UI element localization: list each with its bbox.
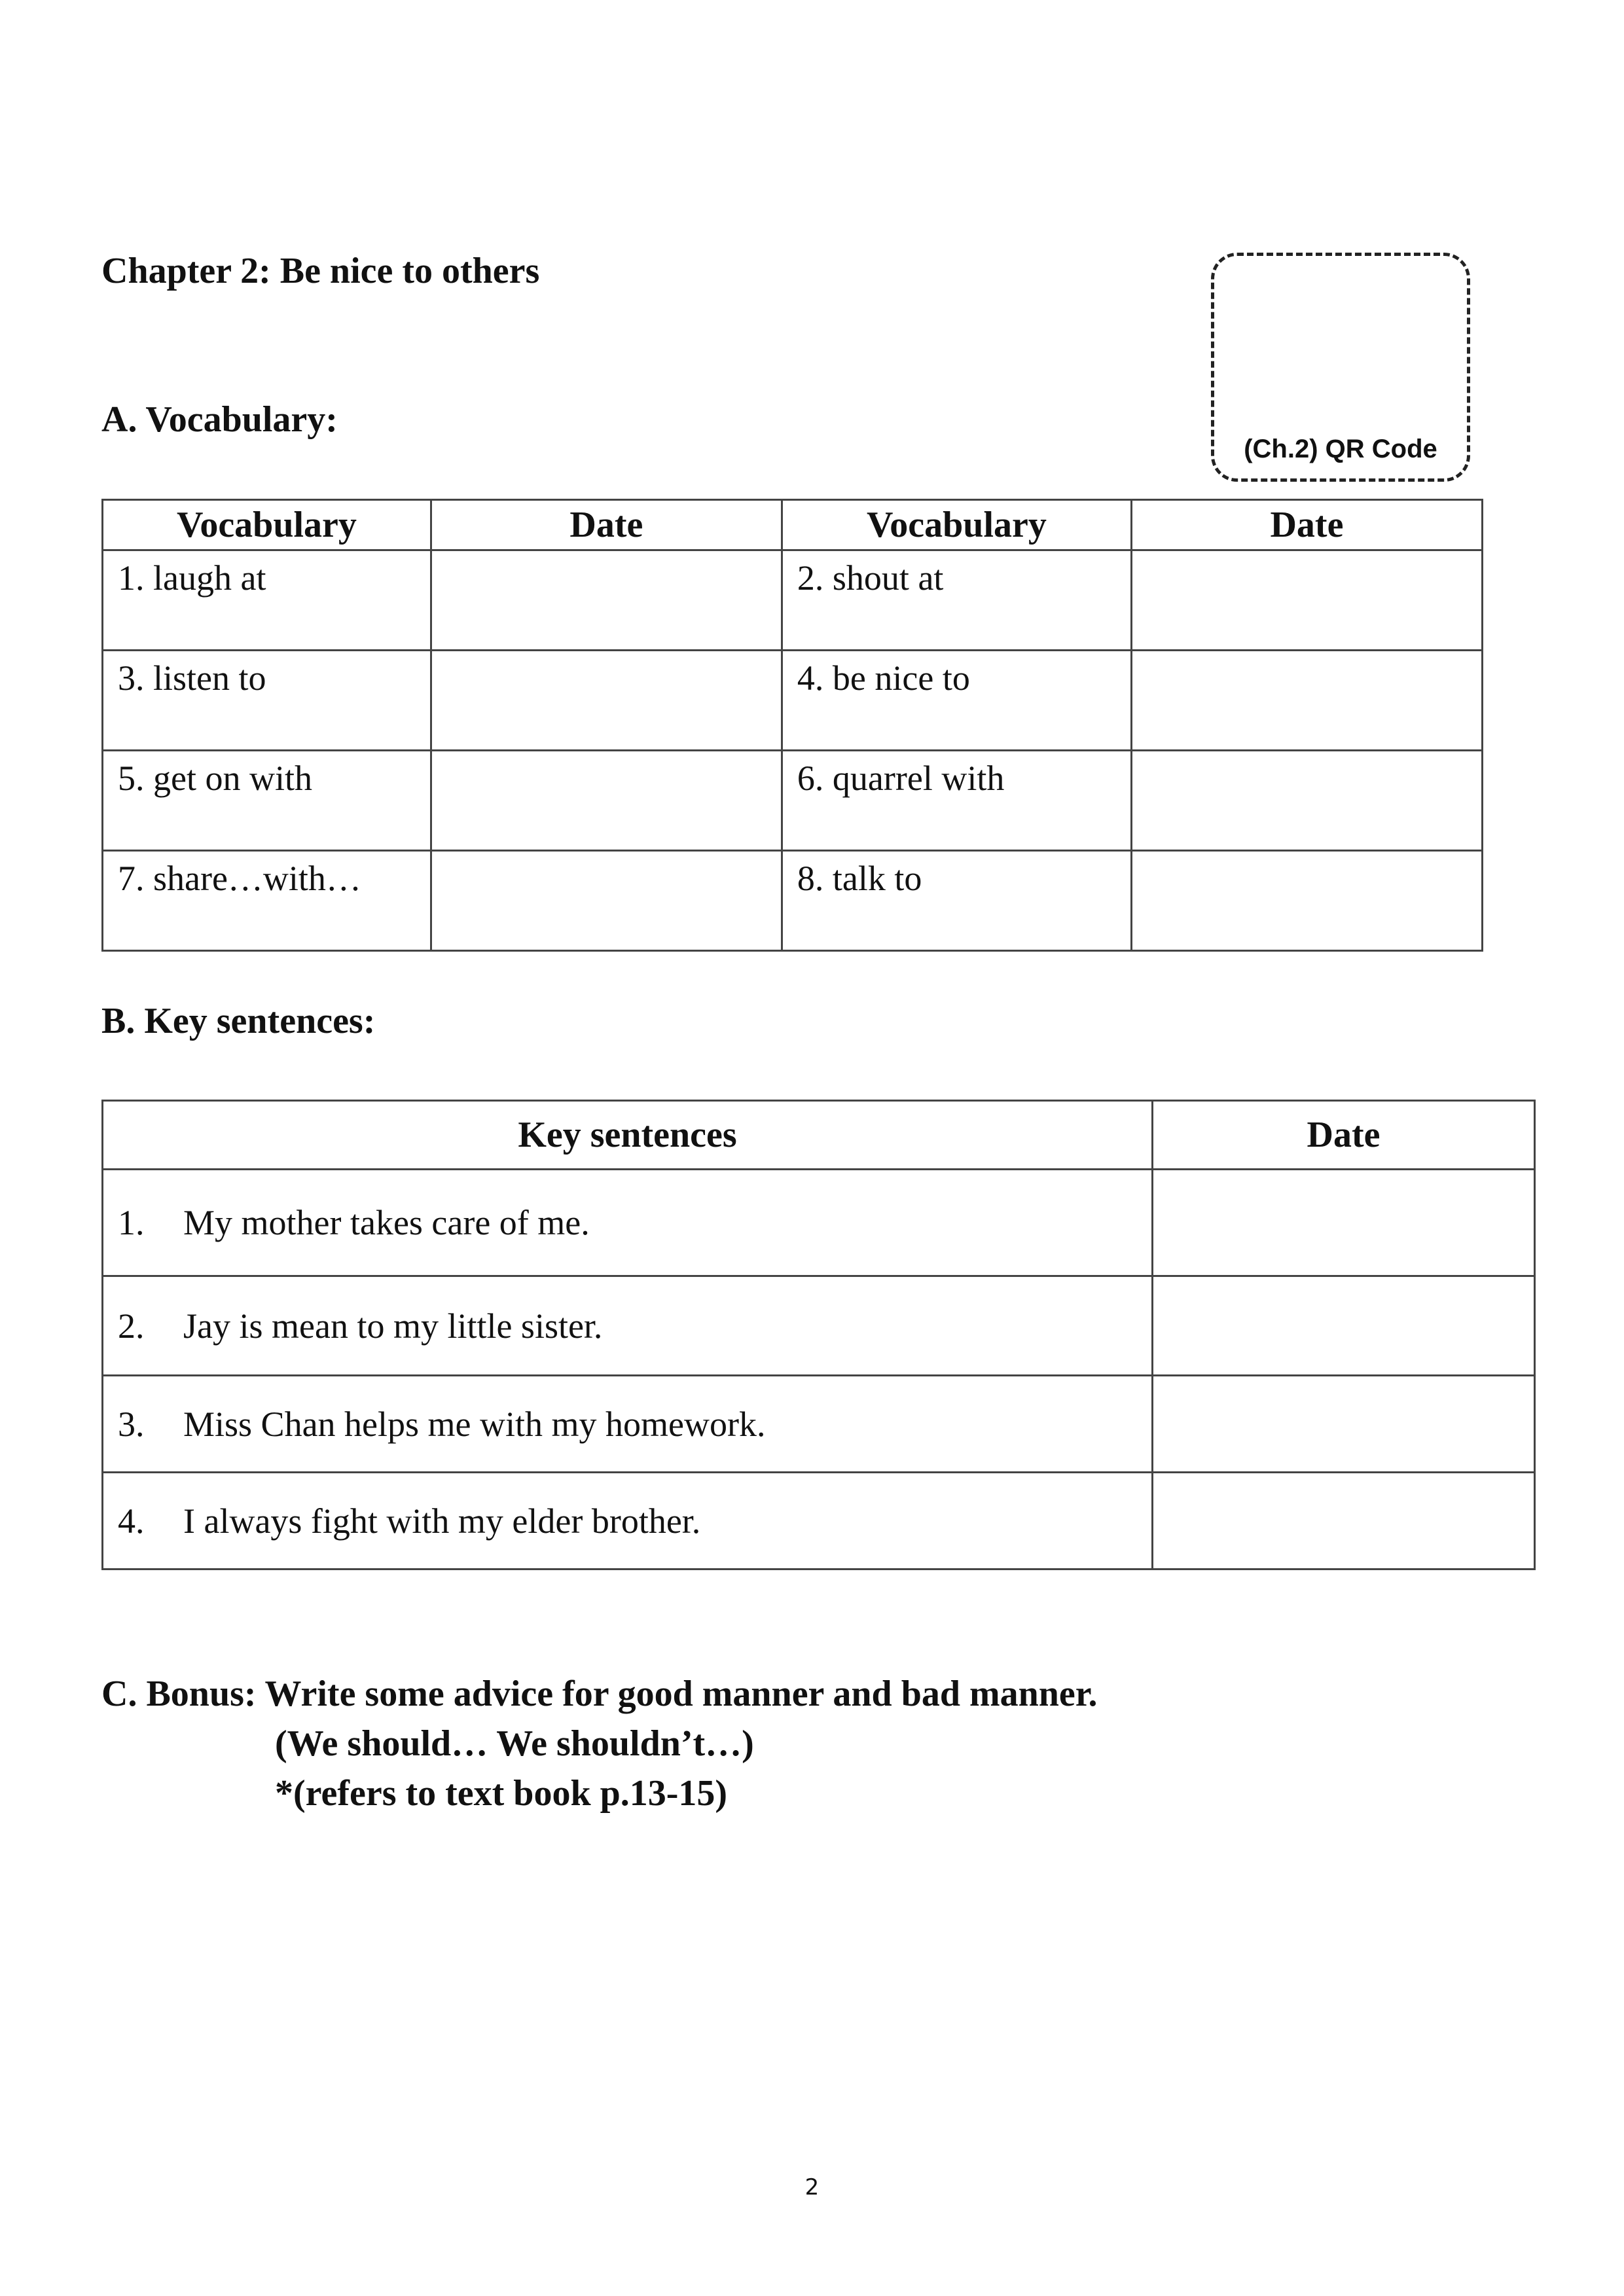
date-cell[interactable] (1131, 651, 1482, 751)
table-row (103, 1170, 1535, 1276)
date-cell[interactable] (1131, 550, 1482, 651)
date-column-header: Date (1131, 500, 1482, 550)
qr-code-placeholder (1211, 253, 1470, 482)
section-a-heading: A. Vocabulary: (101, 399, 338, 440)
chapter-title: Chapter 2: Be nice to others (101, 251, 540, 291)
bonus-reference: *(refers to text book p.13-15) (275, 1773, 728, 1814)
date-cell[interactable] (1153, 1473, 1535, 1570)
vocabulary-cell (103, 751, 431, 851)
bonus-hint: (We should… We shouldn’t…) (275, 1723, 754, 1764)
vocabulary-table (101, 499, 1483, 952)
table-row (103, 1276, 1535, 1376)
sentence-text: My mother takes care of me. (183, 1203, 590, 1242)
date-cell[interactable] (431, 751, 782, 851)
sentence-cell (103, 1473, 1153, 1570)
sentence-cell (103, 1170, 1153, 1276)
date-column-header: Date (431, 500, 782, 550)
sentence-number: 2. (118, 1306, 145, 1346)
table-row (103, 851, 1483, 951)
section-b-heading: B. Key sentences: (101, 1001, 376, 1041)
key-sentences-column-header: Key sentences (103, 1101, 1153, 1170)
sentence-cell (103, 1376, 1153, 1473)
date-cell[interactable] (1131, 851, 1482, 951)
date-cell[interactable] (1153, 1376, 1535, 1473)
key-sentences-table (101, 1100, 1536, 1570)
vocabulary-column-header: Vocabulary (782, 500, 1131, 550)
table-row (103, 550, 1483, 651)
vocabulary-cell (103, 550, 431, 651)
table-row (103, 751, 1483, 851)
vocabulary-item: 3. listen to (118, 658, 266, 698)
bonus-instruction: C. Bonus: Write some advice for good manner and bad manner. (101, 1674, 1098, 1714)
vocabulary-item: 1. laugh at (118, 558, 266, 598)
vocabulary-item: 7. share…with… (118, 859, 361, 898)
key-sentences-header-row (103, 1101, 1535, 1170)
sentence-number: 4. (118, 1501, 145, 1541)
vocabulary-cell (782, 651, 1131, 751)
table-row (103, 1473, 1535, 1570)
date-cell[interactable] (1131, 751, 1482, 851)
vocabulary-cell (782, 550, 1131, 651)
vocabulary-item: 2. shout at (797, 558, 944, 598)
date-cell[interactable] (431, 550, 782, 651)
date-cell[interactable] (431, 651, 782, 751)
table-row (103, 651, 1483, 751)
vocabulary-item: 8. talk to (797, 859, 922, 898)
sentence-text: Jay is mean to my little sister. (183, 1306, 603, 1346)
table-row (103, 1376, 1535, 1473)
sentence-text: Miss Chan helps me with my homework. (183, 1404, 766, 1444)
vocabulary-item: 6. quarrel with (797, 759, 1005, 798)
date-cell[interactable] (1153, 1276, 1535, 1376)
vocabulary-cell (782, 751, 1131, 851)
sentence-text: I always fight with my elder brother. (183, 1501, 701, 1541)
vocabulary-header-row (103, 500, 1483, 550)
sentence-number: 1. (118, 1203, 145, 1242)
date-column-header: Date (1153, 1101, 1535, 1170)
section-c-bonus (101, 1669, 1098, 1818)
vocabulary-cell (103, 851, 431, 951)
sentence-number: 3. (118, 1404, 145, 1444)
vocabulary-column-header: Vocabulary (103, 500, 431, 550)
vocabulary-item: 5. get on with (118, 759, 312, 798)
vocabulary-item: 4. be nice to (797, 658, 970, 698)
page-number: 2 (804, 2174, 820, 2200)
date-cell[interactable] (1153, 1170, 1535, 1276)
date-cell[interactable] (431, 851, 782, 951)
sentence-cell (103, 1276, 1153, 1376)
vocabulary-cell (103, 651, 431, 751)
qr-code-label: (Ch.2) QR Code (1244, 435, 1437, 463)
vocabulary-cell (782, 851, 1131, 951)
